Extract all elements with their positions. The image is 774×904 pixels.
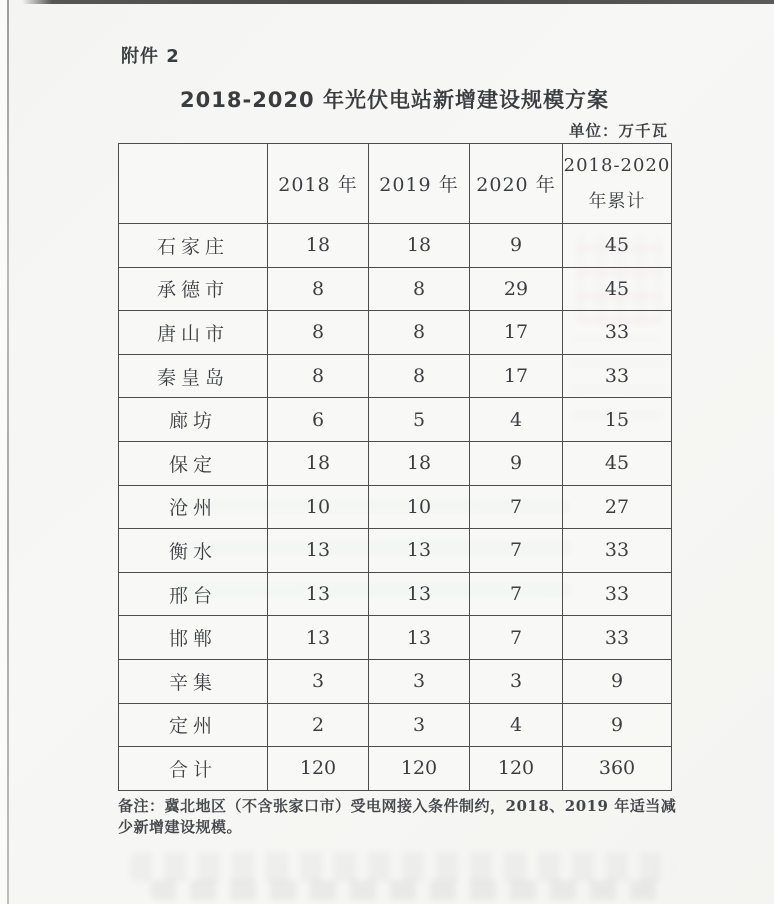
value-2019: 5	[369, 398, 470, 442]
region-cell: 定州	[119, 703, 268, 747]
value-2018: 18	[268, 224, 369, 268]
footnote-line2: 少新增建设规模。	[118, 818, 243, 837]
table-row	[119, 398, 672, 442]
scan-top-line	[22, 0, 774, 4]
footnote-line1: 备注：冀北地区（不含张家口市）受电网接入条件制约，2018、2019 年适当减	[118, 797, 677, 815]
value-total: 9	[563, 703, 672, 747]
table-row	[119, 659, 672, 703]
region-cell: 合计	[119, 747, 268, 791]
document-title: 2018-2020 年光伏电站新增建设规模方案	[180, 88, 609, 112]
value-2019: 3	[369, 659, 470, 703]
attachment-label: 附件 2	[121, 46, 180, 67]
region-cell: 邯郸	[119, 616, 268, 660]
value-2018: 8	[268, 311, 369, 355]
value-2018: 3	[268, 659, 369, 703]
value-2020: 4	[470, 398, 563, 442]
value-total: 33	[563, 572, 672, 616]
value-total: 45	[563, 267, 672, 311]
region-cell: 保定	[119, 441, 268, 485]
value-2020: 7	[470, 572, 563, 616]
value-2019: 8	[369, 354, 470, 398]
table-row	[119, 267, 672, 311]
value-2018: 13	[268, 572, 369, 616]
value-2019: 13	[369, 572, 470, 616]
value-total: 33	[563, 311, 672, 355]
value-2020: 3	[470, 659, 563, 703]
table-row	[119, 529, 672, 573]
region-cell: 邢台	[119, 572, 268, 616]
value-2019: 3	[369, 703, 470, 747]
value-2019: 10	[369, 485, 470, 529]
header-2018: 2018 年	[268, 144, 369, 224]
table-row	[119, 703, 672, 747]
value-2020: 120	[470, 747, 563, 791]
value-2018: 8	[268, 267, 369, 311]
value-total: 15	[563, 398, 672, 442]
value-total: 33	[563, 616, 672, 660]
header-cumulative-line1: 2018-2020	[563, 154, 671, 176]
table-row	[119, 311, 672, 355]
unit-label: 单位：万千瓦	[568, 121, 668, 140]
region-cell: 秦皇岛	[119, 354, 268, 398]
value-total: 45	[563, 441, 672, 485]
value-2018: 13	[268, 616, 369, 660]
header-cumulative	[563, 144, 672, 224]
region-cell: 石家庄	[119, 224, 268, 268]
value-2020: 7	[470, 529, 563, 573]
value-2020: 17	[470, 311, 563, 355]
table-row	[119, 354, 672, 398]
value-total: 27	[563, 485, 672, 529]
region-cell: 唐山市	[119, 311, 268, 355]
header-region	[119, 144, 268, 224]
table-row	[119, 485, 672, 529]
value-total: 33	[563, 529, 672, 573]
header-2019: 2019 年	[369, 144, 470, 224]
value-2019: 8	[369, 311, 470, 355]
value-2020: 17	[470, 354, 563, 398]
value-2018: 2	[268, 703, 369, 747]
value-2020: 9	[470, 224, 563, 268]
scan-edge-line	[7, 0, 9, 904]
region-cell: 沧州	[119, 485, 268, 529]
region-cell: 承德市	[119, 267, 268, 311]
value-2018: 13	[268, 529, 369, 573]
region-cell: 廊坊	[119, 398, 268, 442]
value-2019: 18	[369, 224, 470, 268]
value-total: 45	[563, 224, 672, 268]
value-total: 360	[563, 747, 672, 791]
table-row-total	[119, 747, 672, 791]
value-total: 33	[563, 354, 672, 398]
value-total: 9	[563, 659, 672, 703]
value-2018: 6	[268, 398, 369, 442]
value-2018: 120	[268, 747, 369, 791]
table-row	[119, 441, 672, 485]
scan-edge-strip	[0, 0, 7, 904]
value-2020: 29	[470, 267, 563, 311]
value-2020: 7	[470, 485, 563, 529]
table-row	[119, 616, 672, 660]
header-2020: 2020 年	[470, 144, 563, 224]
table-row	[119, 224, 672, 268]
value-2019: 13	[369, 529, 470, 573]
footnote	[118, 796, 678, 839]
region-cell: 辛集	[119, 659, 268, 703]
value-2018: 8	[268, 354, 369, 398]
table-row	[119, 572, 672, 616]
value-2019: 8	[369, 267, 470, 311]
bleedthrough-smudge	[130, 852, 675, 882]
value-2020: 7	[470, 616, 563, 660]
header-cumulative-line2: 年累计	[588, 190, 646, 212]
capacity-plan-table	[118, 143, 672, 791]
value-2019: 13	[369, 616, 470, 660]
table-header-row	[119, 144, 672, 224]
value-2020: 4	[470, 703, 563, 747]
value-2018: 10	[268, 485, 369, 529]
region-cell: 衡水	[119, 529, 268, 573]
value-2020: 9	[470, 441, 563, 485]
bleedthrough-smudge	[150, 880, 670, 900]
value-2018: 18	[268, 441, 369, 485]
value-2019: 120	[369, 747, 470, 791]
value-2019: 18	[369, 441, 470, 485]
